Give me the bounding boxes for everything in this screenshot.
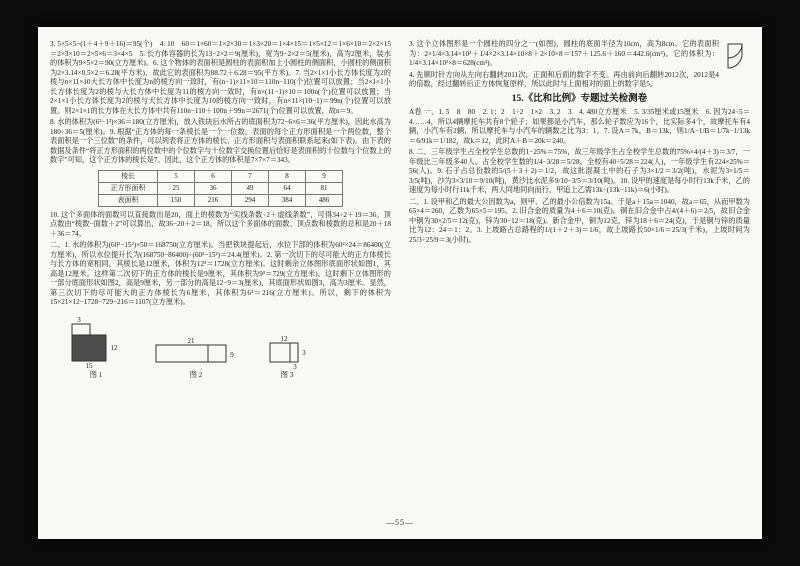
- rectangle-figure: [154, 335, 238, 369]
- table-cell: 64: [269, 182, 306, 194]
- figure-1: [64, 315, 128, 381]
- answer-paragraph: 4. 先顺时针方向从左向右翻转2011次，正面和后面的数字不变。再由前向后翻转2012次，2012是4的倍数，经过翻转后正方体恢复原样，所以此时与上面相对的面上的数字是5。: [409, 70, 719, 88]
- table-cell: 棱长: [99, 170, 158, 182]
- scanned-answer-page: [38, 27, 762, 539]
- left-column: [50, 40, 391, 380]
- answer-paragraph: 3. 5×5×5−(1＋4＋9＋16)＝95(个) 4. 10 60＝1×60＝1×2×30＝1×3×20＝1×4×15＝1×5×12＝1×6×10＝2×2×15＝2×3×10＝2×5×6＝3×4×5 5. 长方体容器的长为13−2×2＝9(厘米)，宽为9−2×2＝5(厘米)，高为2厘米，装水的体积为9×5×2＝90(立方厘米)。6. 这个物体的表面积是圆柱的表面积加上小圆柱的侧面积，小圆柱的侧面积为2×3.14×0.5×2＝6.28(平方米)，故此它的表面积为88.72＋6.28＝95(平方米)。7. 当2×1×1小长方体长度为2的棱与n×11×10大长方体中长度为n的棱方向一致时，有(n−1)×11×10＝110n−110(个)位置可以放置；当2×1×1小长方体长度为2的棱与大长方体中长度为11的棱方向一致时，有n×(11−1)×10＝100n(个)位置可以放置；当2×1×1小长方体长度为2的棱与大长方体中长度为10的棱方向一致时，有n×11×(10−1)＝99n(个)位置可以放置。则2×1×1的长方体在大长方体中共有110n−110＋100n＋99n＝2671(个)位置可以放置，故n＝9。: [50, 40, 391, 115]
- answer-paragraph: A卷 一、1. 5 8 80 2. 1：2 1÷2 1×2 3. 2 3 4. 480立方厘米 5. 3/35厘米或15厘米 6. 因为24÷5＝4……4，所以4辆摩托车共有8个轮子；如果都是小汽车，那么轮子数应为16个，比实际多4个，故摩托车有4辆，小汽车有2辆，所以摩托车与小汽车的辆数之比为3：1。7. 设A＝7k，B＝13k，则1/A−1/B＝1/7k−1/13k＝6/91k＝1/182，故k＝12，此时A＋B＝20k＝240。: [409, 108, 750, 145]
- table-cell: 81: [306, 182, 343, 194]
- dim-label: 21: [187, 336, 195, 345]
- answer-paragraph: 二、1. 设甲和乙的最大公因数为a，则甲、乙的最小公倍数为15a。于是a＋15a＝1040，故a＝65，从而甲数为65×4＝260，乙数为65×5＝195。2. 旧合金的质量为4＋6＝10(克)。铜在旧合金中占4/(4＋6)＝2/5，故旧合金中铜为30×2/5＝12(克)，锌为30−12＝18(克)。新合金中，铜为12克，锌为18＋6＝24(克)，于是铜与锌的质量比为12：24＝1：2。3. 上坡路占总路程的1/(1＋2＋3)＝1/6，故上坡路长50×1/6＝25/3(千米)，上坡时间为25/3÷25/9＝3(小时)。: [409, 197, 750, 244]
- table-cell: 5: [158, 170, 195, 182]
- table-cell: 7: [232, 170, 269, 182]
- quarter-cylinder-figure: [724, 40, 750, 72]
- table-cell: 150: [158, 194, 195, 206]
- table-cell: 25: [158, 182, 195, 194]
- section-heading: 15.《比和比例》专题过关检测卷: [511, 93, 648, 104]
- table-cell: 8: [269, 170, 306, 182]
- figure-caption: 图 1: [89, 370, 103, 379]
- figure-row: [64, 315, 391, 381]
- dim-label: 3: [302, 348, 306, 357]
- figure-caption: 图 2: [189, 370, 203, 379]
- table-cell: 9: [306, 170, 343, 182]
- dim-label: 3: [77, 315, 81, 324]
- table-row: [99, 194, 343, 206]
- dim-label: 12: [110, 343, 118, 352]
- table-cell: 正方形面积: [99, 182, 158, 194]
- table-cell: 486: [306, 194, 343, 206]
- right-column: [409, 40, 750, 380]
- answer-paragraph: 10. 这个多面体的面数可以直接数出是20，面上的棱数为“实线条数÷2＋虚线条数”，可得34÷2＋19＝36。顶点数由“棱数−面数＋2”可以算出，故36−20＋2＝18，所以这个多面体的面数、顶点数和棱数的总和是20＋18＋36＝74。: [50, 210, 391, 238]
- step-shape-figure: [64, 315, 128, 369]
- table-cell: 表面积: [99, 194, 158, 206]
- table-row: [99, 182, 343, 194]
- answer-paragraph: 二、1. 水的体积为(60²−15²)×50＝168750(立方厘米)。当把铁块提起后，水位下部的体积为60²×24＝86400(立方厘米)，所以水位提升长为(168750−86400)÷(60²−15²)＝24.4(厘米)。2. 第一次切下的尽可能大的正方体棱长与长方体的宽相同，其棱长是12厘米，体积为12³＝1728(立方厘米)。这时剩余立体图形底面形状如图1，其高是12厘米。这样第二次切下的正方体的棱长是9厘米，其体积为9³＝729(立方厘米)。这时剩下立体图形的一部分底面形状如图2，高是9厘米，另一部分的高是12−9＝3(厘米)，其底面形状如图3，高为3厘米。显然，第三次切下的尽可能大的正方体棱长为6厘米，其体积为6³＝216(立方厘米)。所以，剩下的体积为15×21×12−1728−729−216＝1107(立方厘米)。: [50, 241, 391, 306]
- table-cell: 216: [195, 194, 232, 206]
- answer-paragraph: 3. 这个立体图形是一个圆柱的四分之一(如图)，圆柱的底面半径为10cm，高为8cm。它的表面积为：2×1/4×3.14×10²＋1/4×2×3.14×10×8＋2×10×8＝157＋125.6＋160＝442.6(cm²)。它的体积为：1/4×3.14×10²×8＝628(cm³)。: [409, 40, 719, 67]
- figure-2: [154, 335, 238, 381]
- table-cell: 294: [232, 194, 269, 206]
- table-cell: 384: [269, 194, 306, 206]
- table-row: [99, 170, 343, 182]
- table-cell: 36: [195, 182, 232, 194]
- page-number: —55—: [386, 518, 414, 527]
- dim-label: 3: [293, 362, 297, 369]
- answer-paragraph: 8. 二、三年级学生占全校学生总数的1−25%＝75%，故三年级学生占全校学生总数的75%×4/(4＋3)＝3/7，一年级比三年级多40人，占全校学生数的1/4−3/28＝5/28，全校有40÷5/28＝224(人)，一年级学生有224×25%＝56(人)。9. 石子占总份数的5/(5＋3＋2)＝1/2，故这批混凝土中的石子为3×1/2＝3/2(吨)，水泥为3×1/5＝3/5(吨)，沙为3×3/10＝9/10(吨)，黄沙比水泥多9/10−3/5＝3/10(吨)。10. 设甲的速度是每小时行13k千米，乙的速度为每小时行11k千米，两人同地同向而行，甲追上乙需13k÷(13k−11k)＝6(小时)。: [409, 148, 750, 194]
- dim-label: 15: [85, 361, 93, 369]
- cube-edge-table: [98, 170, 343, 207]
- table-cell: 49: [232, 182, 269, 194]
- two-column-layout: [38, 27, 762, 386]
- answer-paragraph: 8. 水的体积为(6²−1²)×36＝180(立方厘米)，放入铁块后水所占的底面积为72−6×6＝36(平方厘米)，因此水高为180÷36＝5(厘米)。9. 根据“正方体的每一条棱长是一个一位数，表面的每个正方形面积是一个两位数，整个表面积是一个三位数”的条件，可以列表将正方体的棱长、正方形面积与表面积联系起来(如下表)。由下表的数据及条件“将正方形面积的两位数中的个位数字与十位数字交换位置后恰好是表面积的十位数与个位数上的数字”可知，这个正方体的棱长是7。因此，这个正方体的体积是7×7×7＝343。: [50, 118, 392, 164]
- figure-caption: 图 3: [280, 370, 294, 379]
- dim-label: 9: [230, 350, 234, 359]
- small-rectangle-figure: [264, 331, 310, 369]
- table-cell: 6: [195, 170, 232, 182]
- figure-3: [264, 331, 310, 381]
- dim-label: 12: [280, 334, 288, 343]
